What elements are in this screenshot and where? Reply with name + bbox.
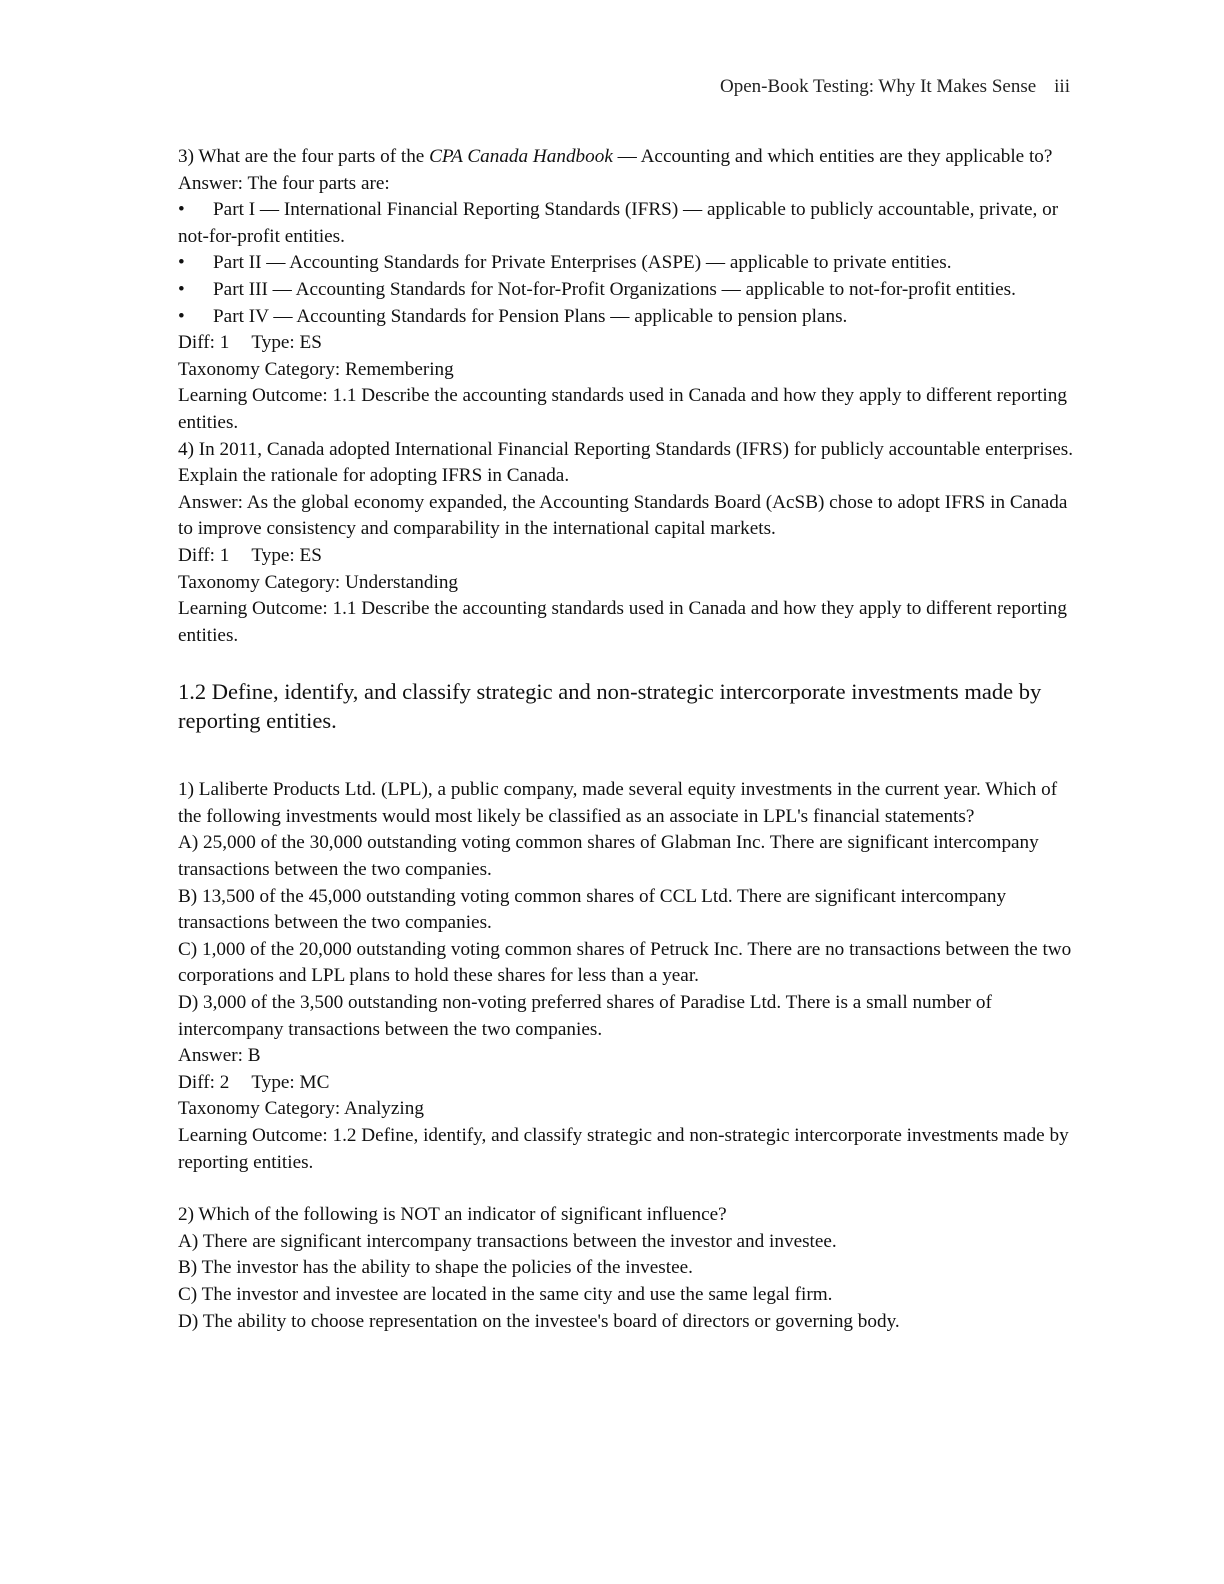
question-type: Type: MC	[251, 1071, 330, 1093]
answer-option: C) 1,000 of the 20,000 outstanding voting common shares of Petruck Inc. There are no transactions between the two corporations and LPL plans to hold these shares for less than a year.	[178, 938, 1072, 987]
answer-option: B) 13,500 of the 45,000 outstanding voting common shares of CCL Ltd. There are significant intercompany transactions between the two companies.	[178, 885, 1007, 934]
bullet-icon: •	[178, 252, 185, 274]
answer-text: Answer: B	[178, 1045, 261, 1067]
bullet-icon: •	[178, 305, 185, 327]
question-text: 4) In 2011, Canada adopted International Financial Reporting Standards (IFRS) for publicly accountable enterprises. Explain the rationale for adopting IFRS in Canada.	[178, 438, 1073, 487]
bullet-item	[178, 197, 1078, 250]
section-question-2	[178, 1202, 1078, 1335]
learning-outcome: Learning Outcome: 1.2 Define, identify, and classify strategic and non-strategic intercorporate investments made by reporting entities.	[178, 1125, 1069, 1173]
bullet-text: Part II — Accounting Standards for Private Enterprises (ASPE) — applicable to private entities.	[213, 252, 952, 274]
bullet-text: Part III — Accounting Standards for Not-for-Profit Organizations — applicable to not-for-profit entities.	[213, 278, 1016, 300]
handbook-title: CPA Canada Handbook	[429, 146, 613, 167]
learning-outcome: Learning Outcome: 1.1 Describe the accounting standards used in Canada and how they apply to different reporting entities.	[178, 598, 1067, 646]
question-suffix: — Accounting and which entities are they applicable to?	[612, 146, 1053, 167]
difficulty-line	[178, 1070, 1078, 1097]
answer-option: D) The ability to choose representation on the investee's board of directors or governing body.	[178, 1310, 900, 1332]
question-prefix: 3) What are the four parts of the	[178, 146, 430, 167]
running-title: Open-Book Testing: Why It Makes Sense	[719, 76, 1037, 97]
answer-text: Answer: As the global economy expanded, the Accounting Standards Board (AcSB) chose to adopt IFRS in Canada to improve consistency and comparability in the international capital markets.	[178, 491, 1068, 540]
question-text: 2) Which of the following is NOT an indicator of significant influence?	[178, 1204, 727, 1226]
question-text	[178, 144, 1078, 171]
difficulty-line	[178, 330, 1078, 357]
taxonomy-category: Taxonomy Category: Understanding	[178, 571, 459, 593]
page-body	[178, 144, 1078, 1335]
bullet-item	[178, 277, 1078, 304]
question-type: Type: ES	[251, 544, 322, 566]
bullet-item	[178, 250, 1078, 277]
section-question-1	[178, 777, 1078, 1176]
answer-text: Answer: The four parts are:	[178, 172, 390, 194]
bullet-icon: •	[178, 199, 185, 221]
answer-option: D) 3,000 of the 3,500 outstanding non-voting preferred shares of Paradise Ltd. There is a small number of intercompany transactions between the two companies.	[178, 992, 992, 1040]
difficulty-line	[178, 543, 1078, 570]
answer-option: B) The investor has the ability to shape the policies of the investee.	[178, 1257, 693, 1279]
answer-option: C) The investor and investee are located in the same city and use the same legal firm.	[178, 1283, 833, 1305]
taxonomy-category: Taxonomy Category: Analyzing	[178, 1098, 424, 1120]
question-3	[178, 144, 1078, 437]
bullet-item	[178, 304, 1078, 331]
taxonomy-category: Taxonomy Category: Remembering	[178, 358, 454, 380]
page-number: iii	[1054, 76, 1070, 97]
bullet-text: Part IV — Accounting Standards for Pension Plans — applicable to pension plans.	[213, 305, 848, 327]
bullet-icon: •	[178, 278, 185, 300]
question-text: 1) Laliberte Products Ltd. (LPL), a public company, made several equity investments in the current year. Which of the following investments would most likely be classified as an associate in LPL's financial statements?	[178, 779, 1058, 827]
answer-option: A) 25,000 of the 30,000 outstanding voting common shares of Glabman Inc. There are significant intercompany transactions between the two companies.	[178, 832, 1039, 881]
difficulty: Diff: 1	[178, 544, 230, 566]
difficulty: Diff: 2	[178, 1071, 230, 1093]
learning-outcome: Learning Outcome: 1.1 Describe the accounting standards used in Canada and how they apply to different reporting entities.	[178, 385, 1067, 433]
question-type: Type: ES	[251, 332, 322, 354]
question-4	[178, 437, 1078, 650]
bullet-text: Part I — International Financial Reporting Standards (IFRS) — applicable to publicly accountable, private, or not-for-profit entities.	[178, 199, 1059, 247]
running-header	[720, 76, 1070, 98]
section-heading: 1.2 Define, identify, and classify strategic and non-strategic intercorporate investments made by reporting entities.	[178, 679, 1042, 734]
difficulty: Diff: 1	[178, 332, 230, 354]
answer-option: A) There are significant intercompany transactions between the investor and investee.	[178, 1230, 837, 1252]
